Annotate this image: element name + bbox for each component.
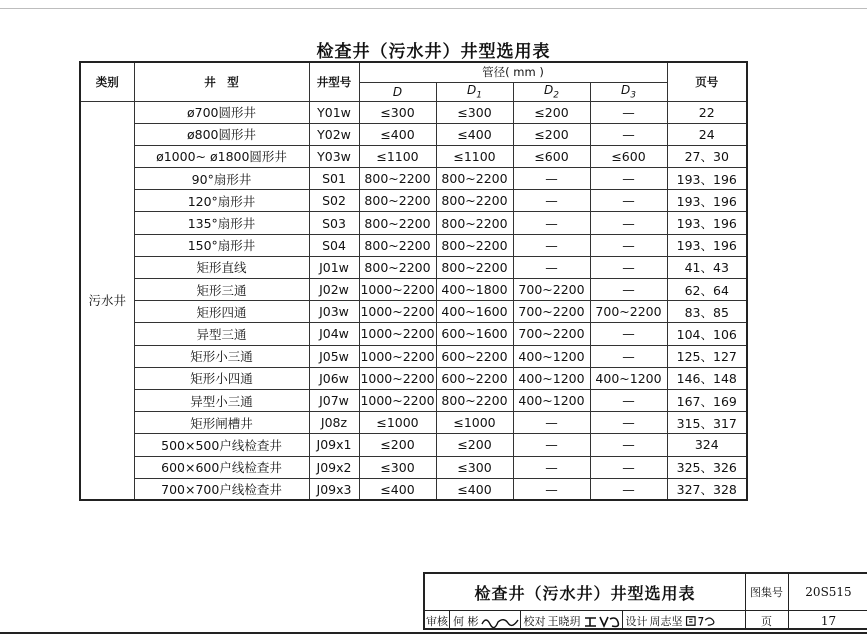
well-type-cell: 600×600户线检查井 (134, 456, 309, 478)
title-block-title: 检查井（污水井）井型选用表 (425, 574, 746, 611)
well-type-cell: 矩形直线 (134, 256, 309, 278)
page-number-cell: 324 (667, 434, 747, 456)
table-row (80, 456, 747, 478)
page-bottom-border (0, 632, 867, 634)
check-signature-icon (582, 614, 622, 628)
diameter-d1-cell: 400~1600 (436, 301, 513, 323)
diameter-d3-cell: — (590, 323, 667, 345)
well-type-cell: 500×500户线检查井 (134, 434, 309, 456)
well-type-cell: 120°扇形井 (134, 190, 309, 212)
signature-row (425, 611, 746, 630)
diameter-d3-cell: — (590, 456, 667, 478)
diameter-d2-cell: — (513, 478, 590, 500)
well-type-cell: ø1000~ ø1800圆形井 (134, 145, 309, 167)
diameter-d-cell: 800~2200 (359, 234, 436, 256)
table-row (80, 434, 747, 456)
well-code-cell: J06w (309, 367, 359, 389)
diameter-d-cell: 1000~2200 (359, 389, 436, 411)
diameter-d2-cell: 400~1200 (513, 345, 590, 367)
well-code-cell: J09x2 (309, 456, 359, 478)
diameter-d3-cell: ≤600 (590, 145, 667, 167)
diameter-d2-cell: — (513, 434, 590, 456)
diameter-d3-cell: — (590, 279, 667, 301)
diameter-d1-cell: 600~2200 (436, 367, 513, 389)
table-row (80, 168, 747, 190)
header-type: 井 型 (134, 62, 309, 101)
diameter-d3-cell: — (590, 190, 667, 212)
diameter-d2-cell: ≤200 (513, 123, 590, 145)
diameter-d-cell: ≤1100 (359, 145, 436, 167)
design-signature-icon (684, 614, 718, 628)
diameter-d2-cell: — (513, 212, 590, 234)
diameter-d1-cell: ≤1000 (436, 412, 513, 434)
diameter-d2-cell: 700~2200 (513, 279, 590, 301)
diameter-d1-cell: 800~2200 (436, 168, 513, 190)
well-code-cell: J09x1 (309, 434, 359, 456)
well-code-cell: S01 (309, 168, 359, 190)
header-d1: $D_1$ (436, 82, 513, 101)
diameter-d-cell: 1000~2200 (359, 301, 436, 323)
diameter-d1-cell: ≤400 (436, 123, 513, 145)
page-number-cell: 325、326 (667, 456, 747, 478)
diameter-d2-cell: — (513, 412, 590, 434)
well-type-cell: 矩形小三通 (134, 345, 309, 367)
diameter-d-cell: 1000~2200 (359, 367, 436, 389)
page-number-cell: 193、196 (667, 190, 747, 212)
header-diameter-group: 管径( mm ) (359, 62, 667, 82)
table-row (80, 123, 747, 145)
check-label: 校对 (523, 614, 546, 628)
diameter-d1-cell: ≤200 (436, 434, 513, 456)
diameter-d3-cell: — (590, 389, 667, 411)
diameter-d-cell: ≤300 (359, 456, 436, 478)
header-code: 井型号 (309, 62, 359, 101)
diameter-d1-cell: ≤400 (436, 478, 513, 500)
well-code-cell: S04 (309, 234, 359, 256)
diameter-d2-cell: — (513, 256, 590, 278)
review-name: 何 彬 (453, 614, 479, 628)
well-type-cell: 矩形四通 (134, 301, 309, 323)
well-code-cell: J05w (309, 345, 359, 367)
well-type-cell: 异型三通 (134, 323, 309, 345)
page-number-cell: 62、64 (667, 279, 747, 301)
table-row (80, 101, 747, 123)
diameter-d2-cell: 400~1200 (513, 367, 590, 389)
diameter-d-cell: 1000~2200 (359, 323, 436, 345)
review-signature-icon (480, 614, 520, 628)
well-type-cell: ø700圆形井 (134, 101, 309, 123)
page-label: 页 (745, 611, 789, 630)
diameter-d3-cell: 400~1200 (590, 367, 667, 389)
header-d: D (359, 82, 436, 101)
page-number-cell: 167、169 (667, 389, 747, 411)
page-number-cell: 41、43 (667, 256, 747, 278)
design-name: 周志坚 (649, 614, 683, 628)
review-label: 审核 (426, 614, 448, 628)
header-category: 类别 (80, 62, 134, 101)
page-number-cell: 327、328 (667, 478, 747, 500)
diameter-d2-cell: — (513, 168, 590, 190)
diameter-d3-cell: — (590, 123, 667, 145)
diameter-d3-cell: — (590, 412, 667, 434)
diameter-d3-cell: — (590, 345, 667, 367)
well-type-cell: 矩形闸槽井 (134, 412, 309, 434)
category-cell: 污水井 (80, 101, 134, 500)
page-title: 检查井（污水井）井型选用表 (316, 42, 551, 62)
design-label: 设计 (625, 614, 648, 628)
diameter-d-cell: 1000~2200 (359, 345, 436, 367)
page-number-cell: 24 (667, 123, 747, 145)
diameter-d-cell: ≤300 (359, 101, 436, 123)
diameter-d3-cell: 700~2200 (590, 301, 667, 323)
diameter-d2-cell: — (513, 190, 590, 212)
atlas-number-value: 20S515 (788, 574, 867, 611)
diameter-d2-cell: 400~1200 (513, 389, 590, 411)
well-code-cell: J08z (309, 412, 359, 434)
well-type-cell: 异型小三通 (134, 389, 309, 411)
diameter-d2-cell: 700~2200 (513, 301, 590, 323)
page-number-cell: 22 (667, 101, 747, 123)
diameter-d3-cell: — (590, 234, 667, 256)
atlas-number-label: 图集号 (745, 574, 789, 611)
diameter-d-cell: 800~2200 (359, 212, 436, 234)
diameter-d1-cell: 600~1600 (436, 323, 513, 345)
table-row (80, 367, 747, 389)
selection-table (79, 61, 748, 501)
header-d2: $D_2$ (513, 82, 590, 101)
diameter-d-cell: 800~2200 (359, 190, 436, 212)
page-number-cell: 193、196 (667, 234, 747, 256)
page-number: 17 (820, 613, 837, 628)
diameter-d-cell: 1000~2200 (359, 279, 436, 301)
well-type-cell: 150°扇形井 (134, 234, 309, 256)
well-code-cell: J07w (309, 389, 359, 411)
well-type-cell: 700×700户线检查井 (134, 478, 309, 500)
well-type-cell: 矩形小四通 (134, 367, 309, 389)
header-page: 页号 (667, 62, 747, 101)
well-code-cell: J02w (309, 279, 359, 301)
well-type-cell: 90°扇形井 (134, 168, 309, 190)
diameter-d1-cell: 400~1800 (436, 279, 513, 301)
table-row (80, 301, 747, 323)
diameter-d3-cell: — (590, 101, 667, 123)
well-code-cell: Y03w (309, 145, 359, 167)
well-code-cell: S02 (309, 190, 359, 212)
well-code-cell: Y02w (309, 123, 359, 145)
table-row (80, 212, 747, 234)
well-code-cell: S03 (309, 212, 359, 234)
page-number-cell: 193、196 (667, 168, 747, 190)
diameter-d-cell: ≤400 (359, 478, 436, 500)
diameter-d-cell: ≤1000 (359, 412, 436, 434)
page-number-cell: 83、85 (667, 301, 747, 323)
diameter-d1-cell: ≤1100 (436, 145, 513, 167)
diameter-d2-cell: — (513, 456, 590, 478)
header-d3: $D_3$ (590, 82, 667, 101)
table-row (80, 234, 747, 256)
well-type-cell: ø800圆形井 (134, 123, 309, 145)
well-code-cell: J03w (309, 301, 359, 323)
page-number-cell: 146、148 (667, 367, 747, 389)
page-number-cell: 193、196 (667, 212, 747, 234)
diameter-d-cell: ≤400 (359, 123, 436, 145)
table-row (80, 279, 747, 301)
diameter-d2-cell: 700~2200 (513, 323, 590, 345)
page-number-cell: 125、127 (667, 345, 747, 367)
check-name: 王晓玥 (547, 614, 581, 628)
diameter-d3-cell: — (590, 168, 667, 190)
well-code-cell: J01w (309, 256, 359, 278)
well-code-cell: Y01w (309, 101, 359, 123)
well-type-cell: 135°扇形井 (134, 212, 309, 234)
diameter-d-cell: ≤200 (359, 434, 436, 456)
diameter-d1-cell: ≤300 (436, 101, 513, 123)
diameter-d3-cell: — (590, 478, 667, 500)
well-code-cell: J04w (309, 323, 359, 345)
diameter-d3-cell: — (590, 434, 667, 456)
table-row (80, 256, 747, 278)
table-row (80, 190, 747, 212)
diameter-d1-cell: 800~2200 (436, 190, 513, 212)
diameter-d3-cell: — (590, 256, 667, 278)
title-block (423, 572, 867, 630)
diameter-d-cell: 800~2200 (359, 168, 436, 190)
diameter-d1-cell: 800~2200 (436, 389, 513, 411)
diameter-d1-cell: 600~2200 (436, 345, 513, 367)
table-row (80, 389, 747, 411)
table-row (80, 323, 747, 345)
well-code-cell: J09x3 (309, 478, 359, 500)
page-number-cell: 27、30 (667, 145, 747, 167)
diameter-d1-cell: 800~2200 (436, 256, 513, 278)
diameter-d3-cell: — (590, 212, 667, 234)
page-number-cell: 315、317 (667, 412, 747, 434)
well-type-cell: 矩形三通 (134, 279, 309, 301)
diameter-d2-cell: ≤600 (513, 145, 590, 167)
page-top-border (0, 8, 867, 9)
diameter-d-cell: 800~2200 (359, 256, 436, 278)
diameter-d2-cell: ≤200 (513, 101, 590, 123)
diameter-d1-cell: 800~2200 (436, 212, 513, 234)
table-row (80, 345, 747, 367)
table-row (80, 412, 747, 434)
diameter-d2-cell: — (513, 234, 590, 256)
page-number-cell: 104、106 (667, 323, 747, 345)
diameter-d1-cell: ≤300 (436, 456, 513, 478)
diameter-d1-cell: 800~2200 (436, 234, 513, 256)
table-row (80, 145, 747, 167)
table-row (80, 478, 747, 500)
